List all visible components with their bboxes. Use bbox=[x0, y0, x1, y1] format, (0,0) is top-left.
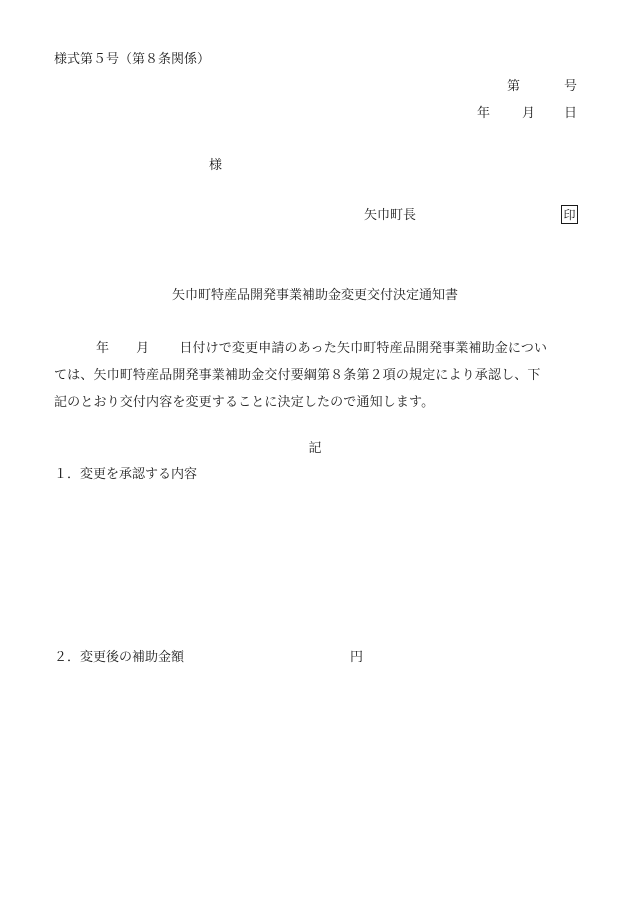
doc-number-prefix: 第 bbox=[507, 79, 521, 94]
form-number: 様式第５号（第８条関係） bbox=[54, 52, 211, 67]
issuer-name: 矢巾町長 bbox=[364, 208, 417, 223]
item-subsidy-amount: ２．変更後の補助金額 bbox=[54, 650, 185, 665]
body-line-1 bbox=[54, 335, 578, 362]
date-year: 年 bbox=[477, 106, 491, 121]
item-approved-content: １．変更を承認する内容 bbox=[54, 467, 198, 482]
body-year: 年 bbox=[96, 341, 110, 356]
notice-body bbox=[54, 335, 578, 416]
subsidy-amount-unit: 円 bbox=[350, 650, 364, 665]
body-line-1-rest: 日付けで変更申請のあった矢巾町特産品開発事業補助金につい bbox=[179, 341, 548, 356]
body-line-3: 記のとおり交付内容を変更することに決定したので通知します。 bbox=[54, 395, 435, 410]
date-month: 月 bbox=[522, 106, 536, 121]
date-day: 日 bbox=[564, 106, 578, 121]
doc-number-suffix: 号 bbox=[564, 79, 578, 94]
seal-box: 印 bbox=[561, 205, 578, 224]
body-line-2: ては、矢巾町特産品開発事業補助金交付要綱第８条第２項の規定により承認し、下 bbox=[54, 368, 541, 383]
addressee-honorific: 様 bbox=[209, 158, 223, 173]
body-month: 月 bbox=[136, 341, 150, 356]
ki-heading: 記 bbox=[308, 441, 322, 456]
document-title: 矢巾町特産品開発事業補助金変更交付決定通知書 bbox=[171, 288, 458, 303]
